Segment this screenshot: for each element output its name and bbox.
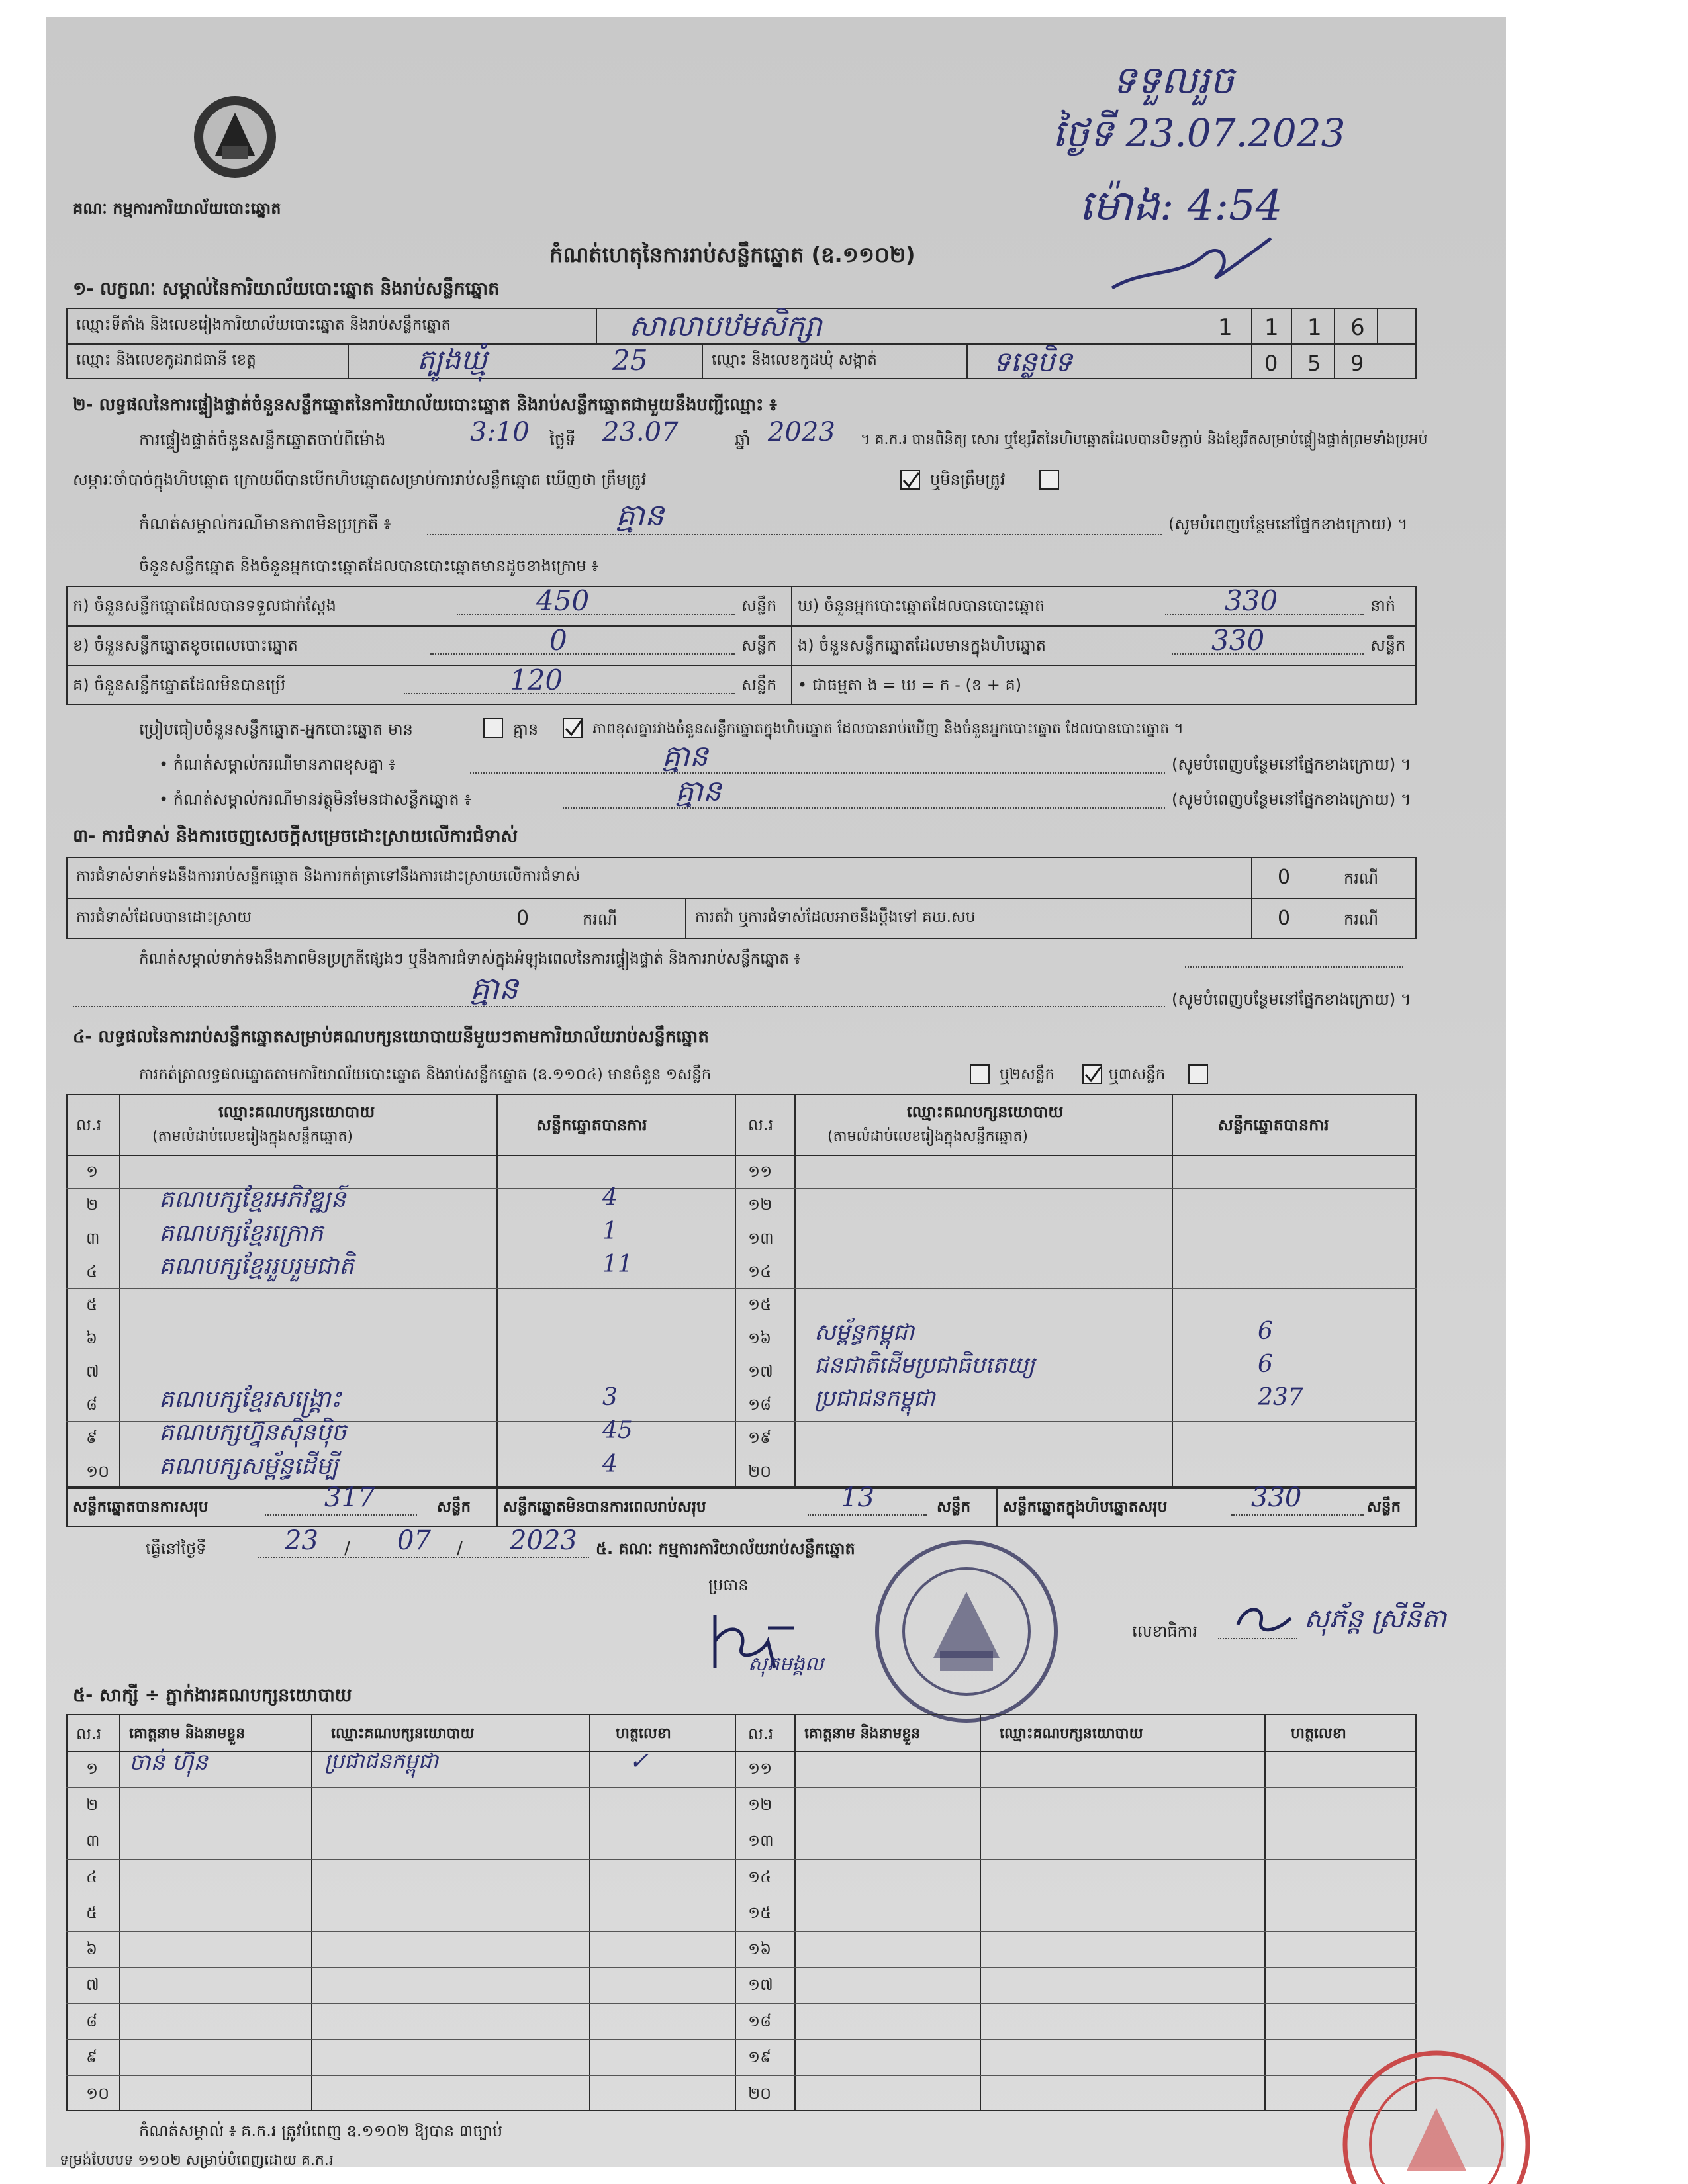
results-col-no-2: ល.រ xyxy=(748,1116,774,1134)
witness-col-no-2: ល.រ xyxy=(748,1725,774,1743)
row-divider xyxy=(66,1859,1417,1860)
party-row-no: ៤ xyxy=(86,1262,97,1281)
station-digit-4: 6 xyxy=(1350,314,1365,341)
chair-name: សុភមង្គល xyxy=(748,1653,824,1676)
commune-value: ទន្លេបិទ xyxy=(993,345,1072,378)
party-row-no: ១៨ xyxy=(748,1395,772,1414)
witness-col-name-2: គោត្តនាម និងនាមខ្លួន xyxy=(804,1725,921,1742)
party-row-no: ១២ xyxy=(748,1195,773,1214)
objections-label: ការជំទាស់ទាក់ទងនឹងការរាប់សន្លឹកឆ្នោត និងការកត់ត្រាទៅនឹងការដោះស្រាយលើការជំទាស់ xyxy=(76,868,581,885)
count-e-unit: សន្លឹក xyxy=(1370,636,1406,655)
witness-row-no: ៨ xyxy=(86,2012,97,2030)
party-votes: 4 xyxy=(602,1184,618,1211)
row-divider xyxy=(66,2039,1417,2040)
witness-row-no: ១១ xyxy=(748,1759,773,1778)
party-name: សម្ព័ន្ធកម្ពុជា xyxy=(814,1319,915,1345)
party-name: គណបក្សខ្មែរក្រោក xyxy=(159,1220,324,1247)
form-note: ទម្រង់បែបបទ ១១០២ សម្រាប់បំពេញដោយ គ.ក.រ xyxy=(60,2152,334,2169)
party-row-no: ១៤ xyxy=(748,1262,772,1281)
province-label: ឈ្មោះ និងលេខកូដរាជធានី ខេត្ត xyxy=(76,351,256,369)
org-name: គណៈ កម្មការការិយាល័យបោះឆ្នោត xyxy=(73,199,281,218)
date-sep-1: / xyxy=(344,1539,350,1559)
witness-party: ប្រជាជនកម្ពុជា xyxy=(324,1749,439,1774)
diff-rest-text: ភាពខុសគ្នារវាងចំនួនសន្លឹកឆ្នោតក្នុងហិបឆ្នោត ដែលបានរាប់ឃើញ និងចំនួនអ្នកបោះឆ្នោត ដែលបានបោះឆ្នោត ។ xyxy=(592,721,1184,737)
party-row-no: ៦ xyxy=(86,1329,97,1347)
diff-line-label: ប្រៀបធៀបចំនួនសន្លឹកឆ្នោត-អ្នកបោះឆ្នោត មាន xyxy=(139,720,413,739)
diff-yes-checkbox[interactable] xyxy=(483,718,503,738)
count-d-value: 330 xyxy=(1225,584,1278,617)
received-label: ទទួលរួច xyxy=(1112,58,1235,103)
party-row-no: ២ xyxy=(86,1195,99,1214)
station-digit-3: 1 xyxy=(1307,314,1322,341)
irregular-objection-suffix: (សូមបំពេញបន្ថែមនៅផ្នែកខាងក្រោយ) ។ xyxy=(1172,990,1411,1009)
three-sheet-label: ឬ៣សន្លឹក xyxy=(1109,1066,1166,1083)
appeal-count: 0 xyxy=(1278,907,1291,930)
party-row-no: ១៥ xyxy=(748,1295,772,1314)
witness-signature: ✓ xyxy=(629,1748,649,1775)
one-sheet-checkbox[interactable] xyxy=(970,1064,990,1084)
witness-name: ចាន់ ហ៊ុន xyxy=(129,1749,208,1776)
count-a-label: ក) ចំនួនសន្លឹកឆ្នោតដែលបានទទួលជាក់ស្តែង xyxy=(73,596,336,615)
diff-note-suffix: (សូមបំពេញបន្ថែមនៅផ្នែកខាងក្រោយ) ។ xyxy=(1172,755,1411,774)
irregular-objection-value: គ្មាន xyxy=(470,970,518,1006)
witness-row-no: ១៨ xyxy=(748,2012,772,2030)
formula-note: • ជាធម្មតា ង = ឃ = ក - (ខ + គ) xyxy=(798,676,1022,694)
party-votes: 6 xyxy=(1258,1318,1273,1345)
witness-row-no: ១ xyxy=(86,1759,99,1778)
party-row-no: ៨ xyxy=(86,1395,97,1414)
station-digit-2: 1 xyxy=(1264,314,1279,341)
row-divider xyxy=(66,1967,1417,1968)
party-name: គណបក្សហ្វ៊ុនស៊ិនប៉ិច xyxy=(159,1419,347,1446)
resolved-label: ការជំទាស់ដែលបានដោះស្រាយ xyxy=(76,909,252,926)
party-row-no: ១១ xyxy=(748,1162,773,1181)
resolved-count: 0 xyxy=(516,907,530,930)
results-col-no: ល.រ xyxy=(76,1116,102,1134)
done-day: 23 xyxy=(285,1525,318,1556)
province-value: ត្បូងឃ្មុំ xyxy=(417,343,487,376)
results-col-party-2: ឈ្មោះគណបក្សនយោបាយ xyxy=(907,1103,1064,1121)
party-name: គណបក្សខ្មែររួបរួមជាតិ xyxy=(159,1253,354,1280)
results-intro: ការកត់ត្រាលទ្ធផលឆ្នោតតាមការិយាល័យបោះឆ្នោត និងរាប់សន្លឹកឆ្នោត (ឧ.១១០៤) មានចំនួន ១សន្លឹក xyxy=(139,1066,712,1083)
received-date: ថ្ងៃទី 23.07.2023 xyxy=(1053,111,1346,156)
section3-heading: ៣- ការជំទាស់ និងការចេញសេចក្តីសម្រេចដោះស្រាយលើការជំទាស់ xyxy=(73,826,518,846)
form-title: កំណត់ហេតុនៃការរាប់សន្លឹកឆ្នោត (ឧ.១១០២) xyxy=(549,242,915,267)
results-col-party: ឈ្មោះគណបក្សនយោបាយ xyxy=(218,1103,375,1121)
party-row-no: ២០ xyxy=(748,1462,772,1480)
three-sheet-checkbox[interactable] xyxy=(1188,1064,1208,1084)
receiver-signature xyxy=(1105,228,1278,301)
row-divider xyxy=(66,2003,1417,2004)
foreign-object-value: គ្មាន xyxy=(675,774,722,808)
party-votes: 6 xyxy=(1258,1351,1273,1378)
count-c-value: 120 xyxy=(510,664,563,696)
party-votes: 237 xyxy=(1258,1384,1303,1411)
total-invalid-label: សន្លឹកឆ្នោតមិនបានការពេលរាប់សរុប xyxy=(503,1498,706,1516)
witness-col-party-2: ឈ្មោះគណបក្សនយោបាយ xyxy=(1000,1725,1143,1742)
witness-row-no: ៧ xyxy=(86,1976,99,1994)
total-box-value: 330 xyxy=(1251,1482,1302,1513)
diff-none-label: គ្មាន xyxy=(513,720,539,739)
incorrect-checkbox[interactable] xyxy=(1039,470,1059,490)
party-row-no: ១៧ xyxy=(748,1362,773,1381)
count-e-label: ង) ចំនួនសន្លឹកឆ្នោតដែលមានក្នុងហិបឆ្នោត xyxy=(798,636,1046,655)
check-mark-icon xyxy=(1084,1066,1102,1084)
received-time: ម៉ោង: 4:54 xyxy=(1079,181,1283,230)
party-row-no: ១៣ xyxy=(748,1229,774,1248)
witness-row-no: ១៣ xyxy=(748,1831,774,1850)
witness-col-party: ឈ្មោះគណបក្សនយោបាយ xyxy=(331,1725,475,1742)
count-c-label: គ) ចំនួនសន្លឹកឆ្នោតដែលមិនបានប្រើ xyxy=(73,676,286,694)
incorrect-option-label: ឬមិនត្រឹមត្រូវ xyxy=(930,471,1006,489)
party-name: គណបក្សសម្ព័ន្ធដើម្បី xyxy=(159,1453,339,1480)
irregular-objection-label: កំណត់សម្គាល់ទាក់ទងនឹងភាពមិនប្រក្រតីផ្សេងៗ ឬនឹងការជំទាស់ក្នុងអំឡុងពេលនៃការផ្ទៀងផ្ទាត់ និងការរាប់សន្លឹកឆ្នោត ៖ xyxy=(139,950,801,968)
party-row-no: ៩ xyxy=(86,1428,97,1447)
red-stamp xyxy=(1337,2045,1536,2184)
appeal-unit: ករណី xyxy=(1344,910,1379,929)
done-date-label: ធ្វើនៅថ្ងៃទី xyxy=(146,1539,207,1558)
total-box-unit: សន្លឹក xyxy=(1367,1498,1401,1516)
location-label: ឈ្មោះទីតាំង និងលេខរៀងការិយាល័យបោះឆ្នោត និងរាប់សន្លឹកឆ្នោត xyxy=(76,316,451,334)
total-valid-unit: សន្លឹក xyxy=(437,1498,471,1516)
section2-heading: ២- លទ្ធផលនៃការផ្ទៀងផ្ទាត់ចំនួនសន្លឹកឆ្នោតនៃការិយាល័យបោះឆ្នោត និងរាប់សន្លឹកឆ្នោតជាមួយនឹងបញ្ជីឈ្មោះ ៖ xyxy=(73,395,777,415)
verify-text-a: ការផ្ទៀងផ្ទាត់ចំនួនសន្លឹកឆ្នោតចាប់ពីម៉ោង xyxy=(139,430,386,449)
done-month: 07 xyxy=(397,1525,431,1556)
secretary-label: លេខាធិការ xyxy=(1132,1622,1198,1641)
two-sheet-label: ឬ២សន្លឹក xyxy=(1000,1066,1055,1083)
party-row-no: ៣ xyxy=(86,1229,100,1248)
section1-heading: ១- លក្ខណៈ សម្គាល់នៃការិយាល័យបោះឆ្នោត និងរាប់សន្លឹកឆ្នោត xyxy=(73,279,500,299)
diff-note-label: • កំណត់សម្គាល់ករណីមានភាពខុសគ្នា ៖ xyxy=(159,755,396,774)
witness-row-no: ៥ xyxy=(86,1903,97,1922)
irregularity-label: កំណត់សម្គាល់ករណីមានភាពមិនប្រក្រតី ៖ xyxy=(139,514,391,533)
results-col-votes: សន្លឹកឆ្នោតបានការ xyxy=(536,1116,647,1134)
count-d-unit: នាក់ xyxy=(1370,596,1396,615)
count-b-label: ខ) ចំនួនសន្លឹកឆ្នោតខូចពេលបោះឆ្នោត xyxy=(73,636,298,655)
foreign-object-suffix: (សូមបំពេញបន្ថែមនៅផ្នែកខាងក្រោយ) ។ xyxy=(1172,790,1411,809)
witness-row-no: ៣ xyxy=(86,1831,100,1850)
witness-row-no: ៤ xyxy=(86,1868,97,1886)
irregularity-value: គ្មាន xyxy=(616,497,664,533)
party-name: គណបក្សខ្មែរសង្គ្រោះ xyxy=(159,1386,342,1413)
witness-col-sign-2: ហត្ថលេខា xyxy=(1291,1725,1346,1742)
witness-col-name: គោត្តនាម និងនាមខ្លួន xyxy=(129,1725,246,1742)
party-votes: 11 xyxy=(602,1251,633,1278)
objections-count: 0 xyxy=(1278,866,1291,889)
party-row-no: ១០ xyxy=(86,1462,110,1480)
resolved-unit: ករណី xyxy=(583,910,618,929)
committee-logo xyxy=(185,89,285,195)
done-year: 2023 xyxy=(510,1525,577,1556)
count-d-label: ឃ) ចំនួនអ្នកបោះឆ្នោតដែលបានបោះឆ្នោត xyxy=(798,596,1045,615)
row-divider xyxy=(66,2075,1417,2076)
commune-digit-1: 0 xyxy=(1264,351,1278,376)
section4-heading: ៤- លទ្ធផលនៃការរាប់សន្លឹកឆ្នោតសម្រាប់គណបក្សនយោបាយនីមួយៗតាមការិយាល័យរាប់សន្លឹកឆ្នោត xyxy=(73,1027,709,1047)
party-row-no: ៧ xyxy=(86,1362,99,1381)
party-votes: 45 xyxy=(602,1417,633,1444)
row-divider xyxy=(66,1787,1417,1788)
witness-row-no: ១៩ xyxy=(748,2048,772,2066)
party-name: គណបក្សខ្មែរអភិវឌ្ឍន៍ xyxy=(159,1186,346,1213)
count-a-unit: សន្លឹក xyxy=(741,596,777,615)
secretary-signature xyxy=(1231,1598,1297,1645)
totals-row xyxy=(66,1488,1417,1527)
party-votes: 1 xyxy=(602,1218,618,1245)
total-invalid-unit: សន្លឹក xyxy=(937,1498,971,1516)
party-row-no: ៥ xyxy=(86,1295,97,1314)
committee-label: ៥. គណៈ កម្មការការិយាល័យរាប់សន្លឹកឆ្នោត xyxy=(596,1539,855,1558)
date-sep-2: / xyxy=(457,1539,463,1559)
party-votes: 4 xyxy=(602,1451,618,1478)
check-mark-icon xyxy=(564,719,583,738)
location-value: សាលាបឋមសិក្សា xyxy=(629,309,822,343)
verify-date: 23.07 xyxy=(602,417,679,447)
verify-year: 2023 xyxy=(768,417,835,447)
box-check-text: សម្ភារៈចាំបាច់ក្នុងហិបឆ្នោត ក្រោយពីបានបើកហិបឆ្នោតសម្រាប់ការរាប់សន្លឹកឆ្នោត ឃើញថា ត្រឹមត្រូវ xyxy=(73,471,647,489)
party-row-no: ១ xyxy=(86,1162,99,1181)
party-votes: 3 xyxy=(602,1384,618,1411)
party-name: ប្រជាជនកម្ពុជា xyxy=(814,1385,935,1412)
foreign-object-label: • កំណត់សម្គាល់ករណីមានវត្ថុមិនមែនជាសន្លឹកឆ្នោត ៖ xyxy=(159,790,471,809)
document-page xyxy=(46,17,1506,2167)
commune-digit-3: 9 xyxy=(1350,351,1364,376)
count-b-unit: សន្លឹក xyxy=(741,636,777,655)
witness-row-no: ៩ xyxy=(86,2048,97,2066)
verify-text-c: ឆ្នាំ xyxy=(735,430,751,449)
official-seal xyxy=(867,1532,1066,1731)
row-divider xyxy=(66,1931,1417,1932)
party-row-no: ១៦ xyxy=(748,1329,772,1347)
witness-row-no: ១៦ xyxy=(748,1940,772,1958)
witness-col-no: ល.រ xyxy=(76,1725,102,1743)
check-mark-icon xyxy=(902,471,920,490)
count-e-value: 330 xyxy=(1211,624,1265,657)
witness-row-no: ១៧ xyxy=(748,1976,773,1994)
row-divider xyxy=(66,1288,1417,1289)
station-digit-1: 1 xyxy=(1218,314,1233,341)
diff-note-value: គ្មាន xyxy=(662,739,708,773)
objections-unit: ករណី xyxy=(1344,869,1379,887)
results-col-party-sub: (តាមលំដាប់លេខរៀងក្នុងសន្លឹកឆ្នោត) xyxy=(152,1128,353,1145)
province-code: 25 xyxy=(612,344,648,377)
correct-checkbox[interactable] xyxy=(900,470,920,490)
witness-row-no: ២០ xyxy=(748,2084,772,2103)
section5-heading: ៥- សាក្សី ÷ ភ្នាក់ងារគណបក្សនយោបាយ xyxy=(73,1685,352,1706)
total-valid-value: 317 xyxy=(324,1482,375,1513)
footnote: កំណត់សម្គាល់ ៖ គ.ក.រ ត្រូវបំពេញ ឧ.១១០២ ឱ្យបាន ៣ច្បាប់ xyxy=(139,2122,503,2140)
irregularity-suffix: (សូមបំពេញបន្ថែមនៅផ្នែកខាងក្រោយ) ។ xyxy=(1168,515,1408,533)
witness-row-no: ១៤ xyxy=(748,1868,772,1886)
witness-row-no: ៦ xyxy=(86,1940,97,1958)
two-sheet-checkbox[interactable] xyxy=(1082,1064,1102,1084)
party-row-no: ១៩ xyxy=(748,1428,772,1447)
witness-col-sign: ហត្ថលេខា xyxy=(616,1725,671,1742)
chair-label: ប្រធាន xyxy=(708,1576,749,1594)
counts-intro: ចំនួនសន្លឹកឆ្នោត និងចំនួនអ្នកបោះឆ្នោតដែលបានបោះឆ្នោតមានដូចខាងក្រោម ៖ xyxy=(139,557,598,575)
commune-label: ឈ្មោះ និងលេខកូដឃុំ សង្កាត់ xyxy=(712,351,877,369)
party-name: ជនជាតិដើមប្រជាធិបតេយ្យ xyxy=(814,1352,1035,1379)
verify-text-b: ថ្ងៃទី xyxy=(549,430,576,449)
witness-row-no: ១៥ xyxy=(748,1903,772,1922)
diff-none-checkbox[interactable] xyxy=(563,718,583,738)
total-invalid-value: 13 xyxy=(841,1482,874,1513)
verify-time: 3:10 xyxy=(470,417,530,447)
count-c-unit: សន្លឹក xyxy=(741,676,777,694)
secretary-name: សុភ័ន្ត ស្រីនីតា xyxy=(1304,1604,1447,1634)
witness-row-no: ២ xyxy=(86,1796,99,1814)
commune-digit-2: 5 xyxy=(1307,351,1321,376)
witness-table xyxy=(66,1714,1417,2111)
count-a-value: 450 xyxy=(536,584,590,617)
witness-row-no: ១០ xyxy=(86,2084,110,2103)
count-b-value: 0 xyxy=(549,624,567,657)
results-col-votes-2: សន្លឹកឆ្នោតបានការ xyxy=(1218,1116,1329,1134)
results-col-party-sub-2: (តាមលំដាប់លេខរៀងក្នុងសន្លឹកឆ្នោត) xyxy=(827,1128,1029,1145)
witness-row-no: ១២ xyxy=(748,1796,773,1814)
total-box-label: សន្លឹកឆ្នោតក្នុងហិបឆ្នោតសរុប xyxy=(1003,1498,1168,1516)
verify-text-d: ។ គ.ក.រ បានពិនិត្យ សោរ ឬខ្សែរឹតនៃហិបឆ្នោតដែលបានបិទភ្ជាប់ និងខ្សែរឹតសម្រាប់ផ្ទៀងផ្ទាត់ព្រមទាំងប្រអប់ xyxy=(861,432,1428,448)
appeal-label: ការតវ៉ា ឬការជំទាស់ដែលអាចនឹងប្តឹងទៅ គឃ.សប xyxy=(695,909,976,926)
total-valid-label: សន្លឹកឆ្នោតបានការសរុប xyxy=(73,1498,209,1516)
